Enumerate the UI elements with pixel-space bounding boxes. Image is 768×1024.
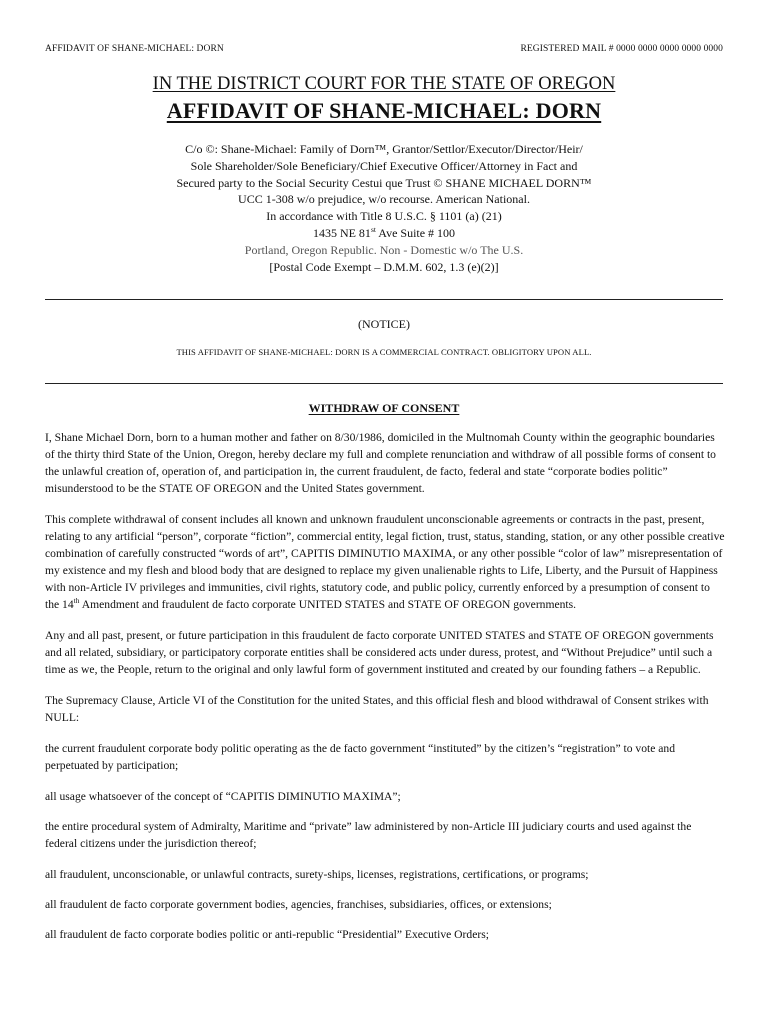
court-line: IN THE DISTRICT COURT FOR THE STATE OF OREGON bbox=[152, 74, 616, 94]
street-rest: Ave Suite # 100 bbox=[375, 225, 456, 240]
running-header bbox=[45, 44, 723, 54]
address-line: In accordance with Title 8 U.S.C. § 1101 (a) (21) bbox=[266, 209, 502, 224]
paragraph-text: This complete withdrawal of consent includes all known and unknown fraudulent unconscionable agreements or contracts in the past, present, relating to any artificial “person”, corporate “fiction”, commercial entity, legal fiction, trust, status, standing, station, or any other possible creative combination of carefully constructed “words of art”, CAPITIS DIMINUTIO MAXIMA, or any other possible “color of law” misrepresentation of my existence and my flesh and blood body that are designed to replace my given unalienable rights to Life, Liberty, and the Pursuit of Happiness with non-Article IV privileges and immunities, civil rights, statutory code, and public policy, currently enforced by a presumption of consent to the 14 bbox=[45, 513, 725, 611]
street-number: 1435 NE 81 bbox=[312, 225, 371, 240]
paragraph: The Supremacy Clause, Article VI of the Constitution for the united States, and this official flesh and blood withdrawal of Consent strikes with NULL: bbox=[45, 694, 709, 724]
body-text bbox=[45, 429, 725, 956]
address-line: C/o ©: Shane-Michael: Family of Dorn™, Grantor/Settlor/Executor/Director/Heir/ bbox=[185, 142, 583, 156]
address-line: Sole Shareholder/Sole Beneficiary/Chief Executive Officer/Attorney in Fact and bbox=[190, 158, 578, 173]
address-line: [Postal Code Exempt – D.M.M. 602, 1.3 (e)(2)] bbox=[269, 259, 499, 274]
header-left: AFFIDAVIT OF SHANE-MICHAEL: DORN bbox=[45, 44, 224, 54]
section-heading: WITHDRAW OF CONSENT bbox=[308, 401, 460, 415]
paragraph: I, Shane Michael Dorn, born to a human mother and father on 8/30/1986, domiciled in the Multnomah County within the geographic boundaries of the thirty third State of the Union, Oregon, hereby declare my full and complete renunciation and withdraw of all possible forms of consent to the unlawful creation of, operation of, and participation in, the current fraudulent, de facto, federal and state “corporate bodies politic” misunderstood to be the STATE OF OREGON and the United States government. bbox=[45, 431, 716, 495]
paragraph: Any and all past, present, or future participation in this fraudulent de facto corporate UNITED STATES and STATE OF OREGON governments and all related, subsidiary, or participatory corporate entities shall be considered acts under duress, protest, and “Without Prejudice” until such a time as we, the People, return to the original and only lawful form of government instituted and created by our founding fathers – a Republic. bbox=[45, 629, 714, 676]
paragraph-text: Amendment and fraudulent de facto corporate UNITED STATES and STATE OF OREGON governments. bbox=[79, 598, 577, 611]
divider bbox=[45, 383, 723, 384]
paragraph bbox=[45, 511, 725, 613]
paragraph: the entire procedural system of Admiralty, Maritime and “private” law administered by non-Article III judiciary courts and used against the federal citizens under the jurisdiction thereof; bbox=[45, 820, 692, 850]
paragraph: all fraudulent de facto corporate bodies politic or anti-republic “Presidential” Executive Orders; bbox=[45, 928, 489, 941]
paragraph: all usage whatsoever of the concept of “CAPITIS DIMINUTIO MAXIMA”; bbox=[45, 790, 401, 803]
address-line: Secured party to the Social Security Cestui que Trust © SHANE MICHAEL DORN™ bbox=[176, 175, 592, 190]
ordinal-suffix: st bbox=[370, 224, 376, 234]
divider bbox=[45, 299, 723, 300]
header-right: REGISTERED MAIL # 0000 0000 0000 0000 0000 bbox=[520, 44, 723, 54]
paragraph: the current fraudulent corporate body politic operating as the de facto government “instituted” by the citizen’s “registration” to vote and perpetuated by participation; bbox=[45, 742, 676, 772]
address-line bbox=[0, 225, 768, 242]
document-title: AFFIDAVIT OF SHANE-MICHAEL: DORN bbox=[166, 98, 602, 123]
address-line: UCC 1-308 w/o prejudice, w/o recourse. American National. bbox=[238, 192, 530, 207]
address-line: Portland, Oregon Republic. Non - Domestic w/o The U.S. bbox=[244, 242, 524, 257]
notice-statement: THIS AFFIDAVIT OF SHANE-MICHAEL: DORN IS A COMMERCIAL CONTRACT. OBLIGITORY UPON ALL. bbox=[176, 347, 592, 357]
paragraph: all fraudulent de facto corporate government bodies, agencies, franchises, subsidiaries, offices, or extensions; bbox=[45, 898, 552, 911]
ordinal-suffix: th bbox=[73, 596, 80, 606]
notice-label: (NOTICE) bbox=[358, 317, 410, 331]
address-block bbox=[0, 141, 768, 275]
paragraph: all fraudulent, unconscionable, or unlawful contracts, surety-ships, licenses, registrations, certifications, or programs; bbox=[45, 868, 589, 881]
